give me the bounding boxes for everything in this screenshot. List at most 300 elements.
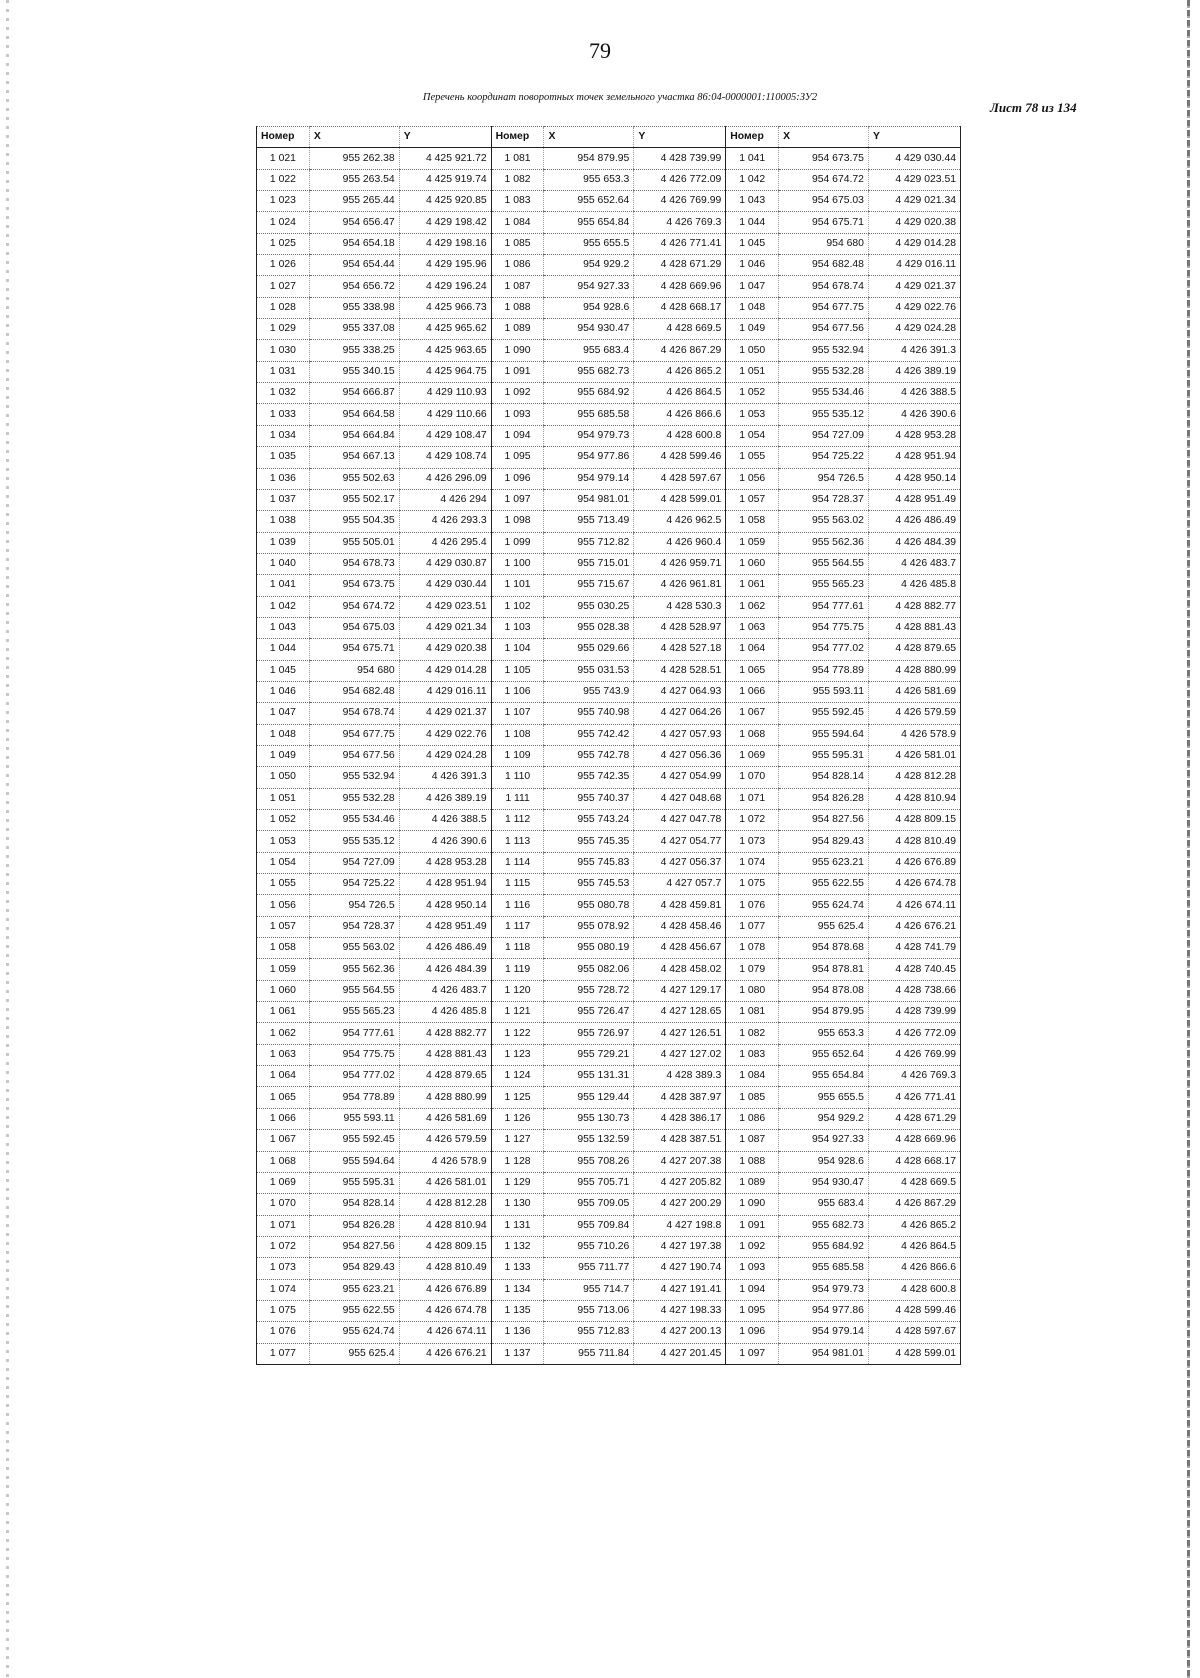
y-coordinate-cell: 4 428 668.17 <box>634 297 726 318</box>
x-coordinate-cell: 954 678.74 <box>779 276 869 297</box>
point-number-cell: 1 061 <box>257 1002 310 1023</box>
y-coordinate-cell: 4 426 484.39 <box>868 532 960 553</box>
point-number-cell: 1 121 <box>491 1002 544 1023</box>
x-coordinate-cell: 955 563.02 <box>779 511 869 532</box>
y-coordinate-cell: 4 428 528.51 <box>634 660 726 681</box>
table-row <box>257 383 961 404</box>
point-number-cell: 1 126 <box>491 1108 544 1129</box>
y-coordinate-cell: 4 427 190.74 <box>634 1258 726 1279</box>
x-coordinate-cell: 954 725.22 <box>309 874 399 895</box>
table-row <box>257 959 961 980</box>
table-row <box>257 169 961 190</box>
point-number-cell: 1 095 <box>491 447 544 468</box>
header-y: Y <box>634 127 726 148</box>
point-number-cell: 1 052 <box>726 383 779 404</box>
table-row <box>257 1002 961 1023</box>
x-coordinate-cell: 954 675.71 <box>309 639 399 660</box>
point-number-cell: 1 071 <box>726 788 779 809</box>
y-coordinate-cell: 4 426 676.21 <box>868 916 960 937</box>
point-number-cell: 1 060 <box>257 980 310 1001</box>
y-coordinate-cell: 4 429 016.11 <box>399 681 491 702</box>
point-number-cell: 1 118 <box>491 938 544 959</box>
x-coordinate-cell: 954 667.13 <box>309 447 399 468</box>
x-coordinate-cell: 955 080.78 <box>544 895 634 916</box>
y-coordinate-cell: 4 428 528.97 <box>634 617 726 638</box>
y-coordinate-cell: 4 426 676.89 <box>399 1279 491 1300</box>
table-row <box>257 1108 961 1129</box>
y-coordinate-cell: 4 428 599.46 <box>634 447 726 468</box>
point-number-cell: 1 134 <box>491 1279 544 1300</box>
header-number: Номер <box>257 127 310 148</box>
y-coordinate-cell: 4 427 127.02 <box>634 1044 726 1065</box>
x-coordinate-cell: 955 505.01 <box>309 532 399 553</box>
table-row <box>257 468 961 489</box>
point-number-cell: 1 058 <box>726 511 779 532</box>
x-coordinate-cell: 955 623.21 <box>779 852 869 873</box>
point-number-cell: 1 104 <box>491 639 544 660</box>
x-coordinate-cell: 954 828.14 <box>309 1194 399 1215</box>
x-coordinate-cell: 955 711.77 <box>544 1258 634 1279</box>
y-coordinate-cell: 4 426 388.5 <box>868 383 960 404</box>
x-coordinate-cell: 954 675.03 <box>779 191 869 212</box>
y-coordinate-cell: 4 428 669.5 <box>634 319 726 340</box>
table-row <box>257 660 961 681</box>
point-number-cell: 1 092 <box>726 1236 779 1257</box>
x-coordinate-cell: 955 337.08 <box>309 319 399 340</box>
point-number-cell: 1 067 <box>257 1130 310 1151</box>
x-coordinate-cell: 954 673.75 <box>309 575 399 596</box>
y-coordinate-cell: 4 426 865.2 <box>868 1215 960 1236</box>
point-number-cell: 1 045 <box>257 660 310 681</box>
x-coordinate-cell: 955 562.36 <box>779 532 869 553</box>
y-coordinate-cell: 4 428 950.14 <box>399 895 491 916</box>
y-coordinate-cell: 4 427 064.93 <box>634 681 726 702</box>
y-coordinate-cell: 4 429 022.76 <box>868 297 960 318</box>
x-coordinate-cell: 955 705.71 <box>544 1172 634 1193</box>
x-coordinate-cell: 955 564.55 <box>779 553 869 574</box>
y-coordinate-cell: 4 428 600.8 <box>868 1279 960 1300</box>
table-row <box>257 1343 961 1364</box>
x-coordinate-cell: 954 775.75 <box>779 617 869 638</box>
point-number-cell: 1 039 <box>257 532 310 553</box>
x-coordinate-cell: 955 742.42 <box>544 724 634 745</box>
x-coordinate-cell: 955 080.19 <box>544 938 634 959</box>
y-coordinate-cell: 4 426 390.6 <box>399 831 491 852</box>
y-coordinate-cell: 4 426 579.59 <box>399 1130 491 1151</box>
x-coordinate-cell: 954 666.87 <box>309 383 399 404</box>
y-coordinate-cell: 4 428 879.65 <box>868 639 960 660</box>
x-coordinate-cell: 955 653.3 <box>544 169 634 190</box>
x-coordinate-cell: 955 564.55 <box>309 980 399 1001</box>
point-number-cell: 1 056 <box>726 468 779 489</box>
x-coordinate-cell: 955 623.21 <box>309 1279 399 1300</box>
y-coordinate-cell: 4 426 959.71 <box>634 553 726 574</box>
point-number-cell: 1 096 <box>726 1322 779 1343</box>
point-number-cell: 1 090 <box>491 340 544 361</box>
point-number-cell: 1 034 <box>257 425 310 446</box>
y-coordinate-cell: 4 428 671.29 <box>634 255 726 276</box>
x-coordinate-cell: 954 728.37 <box>779 489 869 510</box>
y-coordinate-cell: 4 427 047.78 <box>634 810 726 831</box>
y-coordinate-cell: 4 426 674.11 <box>399 1322 491 1343</box>
table-row <box>257 895 961 916</box>
point-number-cell: 1 025 <box>257 233 310 254</box>
table-row <box>257 553 961 574</box>
table-row <box>257 447 961 468</box>
point-number-cell: 1 040 <box>257 553 310 574</box>
y-coordinate-cell: 4 426 865.2 <box>634 361 726 382</box>
y-coordinate-cell: 4 426 676.89 <box>868 852 960 873</box>
point-number-cell: 1 085 <box>726 1087 779 1108</box>
y-coordinate-cell: 4 429 021.37 <box>399 703 491 724</box>
y-coordinate-cell: 4 428 951.94 <box>399 874 491 895</box>
point-number-cell: 1 051 <box>726 361 779 382</box>
x-coordinate-cell: 954 827.56 <box>309 1236 399 1257</box>
y-coordinate-cell: 4 426 388.5 <box>399 810 491 831</box>
y-coordinate-cell: 4 427 207.38 <box>634 1151 726 1172</box>
x-coordinate-cell: 955 131.31 <box>544 1066 634 1087</box>
x-coordinate-cell: 954 677.56 <box>309 745 399 766</box>
y-coordinate-cell: 4 425 919.74 <box>399 169 491 190</box>
x-coordinate-cell: 954 829.43 <box>779 831 869 852</box>
y-coordinate-cell: 4 428 951.94 <box>868 447 960 468</box>
table-row <box>257 1258 961 1279</box>
y-coordinate-cell: 4 428 599.01 <box>868 1343 960 1364</box>
point-number-cell: 1 083 <box>491 191 544 212</box>
x-coordinate-cell: 954 728.37 <box>309 916 399 937</box>
y-coordinate-cell: 4 428 741.79 <box>868 938 960 959</box>
y-coordinate-cell: 4 427 064.26 <box>634 703 726 724</box>
point-number-cell: 1 054 <box>257 852 310 873</box>
table-row <box>257 596 961 617</box>
y-coordinate-cell: 4 426 581.01 <box>868 745 960 766</box>
point-number-cell: 1 058 <box>257 938 310 959</box>
x-coordinate-cell: 955 031.53 <box>544 660 634 681</box>
x-coordinate-cell: 955 709.05 <box>544 1194 634 1215</box>
x-coordinate-cell: 955 713.06 <box>544 1300 634 1321</box>
x-coordinate-cell: 955 532.94 <box>309 767 399 788</box>
x-coordinate-cell: 954 981.01 <box>779 1343 869 1364</box>
point-number-cell: 1 046 <box>726 255 779 276</box>
point-number-cell: 1 124 <box>491 1066 544 1087</box>
y-coordinate-cell: 4 428 812.28 <box>399 1194 491 1215</box>
y-coordinate-cell: 4 427 126.51 <box>634 1023 726 1044</box>
table-header-row <box>257 127 961 148</box>
header-x: X <box>544 127 634 148</box>
point-number-cell: 1 137 <box>491 1343 544 1364</box>
y-coordinate-cell: 4 428 530.3 <box>634 596 726 617</box>
y-coordinate-cell: 4 425 964.75 <box>399 361 491 382</box>
y-coordinate-cell: 4 428 880.99 <box>868 660 960 681</box>
table-row <box>257 1300 961 1321</box>
y-coordinate-cell: 4 425 965.62 <box>399 319 491 340</box>
point-number-cell: 1 084 <box>491 212 544 233</box>
x-coordinate-cell: 955 029.66 <box>544 639 634 660</box>
x-coordinate-cell: 954 674.72 <box>779 169 869 190</box>
x-coordinate-cell: 954 664.84 <box>309 425 399 446</box>
x-coordinate-cell: 954 654.44 <box>309 255 399 276</box>
x-coordinate-cell: 955 594.64 <box>779 724 869 745</box>
table-row <box>257 212 961 233</box>
point-number-cell: 1 042 <box>726 169 779 190</box>
point-number-cell: 1 075 <box>726 874 779 895</box>
x-coordinate-cell: 955 708.26 <box>544 1151 634 1172</box>
point-number-cell: 1 105 <box>491 660 544 681</box>
y-coordinate-cell: 4 426 296.09 <box>399 468 491 489</box>
point-number-cell: 1 029 <box>257 319 310 340</box>
table-row <box>257 1322 961 1343</box>
y-coordinate-cell: 4 426 391.3 <box>868 340 960 361</box>
y-coordinate-cell: 4 426 391.3 <box>399 767 491 788</box>
y-coordinate-cell: 4 426 674.78 <box>868 874 960 895</box>
x-coordinate-cell: 954 727.09 <box>309 852 399 873</box>
x-coordinate-cell: 954 828.14 <box>779 767 869 788</box>
point-number-cell: 1 101 <box>491 575 544 596</box>
x-coordinate-cell: 955 562.36 <box>309 959 399 980</box>
table-row <box>257 852 961 873</box>
point-number-cell: 1 106 <box>491 681 544 702</box>
y-coordinate-cell: 4 429 023.51 <box>868 169 960 190</box>
y-coordinate-cell: 4 426 483.7 <box>399 980 491 1001</box>
y-coordinate-cell: 4 426 867.29 <box>868 1194 960 1215</box>
point-number-cell: 1 093 <box>726 1258 779 1279</box>
point-number-cell: 1 068 <box>726 724 779 745</box>
x-coordinate-cell: 955 132.59 <box>544 1130 634 1151</box>
y-coordinate-cell: 4 428 810.94 <box>868 788 960 809</box>
x-coordinate-cell: 954 778.89 <box>779 660 869 681</box>
y-coordinate-cell: 4 426 486.49 <box>868 511 960 532</box>
point-number-cell: 1 097 <box>726 1343 779 1364</box>
y-coordinate-cell: 4 426 960.4 <box>634 532 726 553</box>
point-number-cell: 1 097 <box>491 489 544 510</box>
point-number-cell: 1 032 <box>257 383 310 404</box>
x-coordinate-cell: 954 664.58 <box>309 404 399 425</box>
point-number-cell: 1 053 <box>726 404 779 425</box>
y-coordinate-cell: 4 428 527.18 <box>634 639 726 660</box>
y-coordinate-cell: 4 426 772.09 <box>634 169 726 190</box>
x-coordinate-cell: 955 745.83 <box>544 852 634 873</box>
x-coordinate-cell: 955 742.78 <box>544 745 634 766</box>
point-number-cell: 1 085 <box>491 233 544 254</box>
y-coordinate-cell: 4 429 024.28 <box>868 319 960 340</box>
y-coordinate-cell: 4 425 963.65 <box>399 340 491 361</box>
y-coordinate-cell: 4 426 769.99 <box>634 191 726 212</box>
y-coordinate-cell: 4 425 966.73 <box>399 297 491 318</box>
scan-edge-right <box>1187 0 1190 1678</box>
x-coordinate-cell: 955 740.37 <box>544 788 634 809</box>
point-number-cell: 1 087 <box>491 276 544 297</box>
y-coordinate-cell: 4 428 456.67 <box>634 938 726 959</box>
point-number-cell: 1 055 <box>726 447 779 468</box>
point-number-cell: 1 033 <box>257 404 310 425</box>
table-row <box>257 425 961 446</box>
x-coordinate-cell: 954 777.02 <box>309 1066 399 1087</box>
y-coordinate-cell: 4 427 056.36 <box>634 745 726 766</box>
point-number-cell: 1 035 <box>257 447 310 468</box>
y-coordinate-cell: 4 428 597.67 <box>634 468 726 489</box>
point-number-cell: 1 053 <box>257 831 310 852</box>
point-number-cell: 1 123 <box>491 1044 544 1065</box>
y-coordinate-cell: 4 429 020.38 <box>399 639 491 660</box>
y-coordinate-cell: 4 426 769.3 <box>634 212 726 233</box>
x-coordinate-cell: 955 684.92 <box>544 383 634 404</box>
x-coordinate-cell: 954 680 <box>779 233 869 254</box>
point-number-cell: 1 044 <box>257 639 310 660</box>
x-coordinate-cell: 954 979.73 <box>544 425 634 446</box>
x-coordinate-cell: 955 712.83 <box>544 1322 634 1343</box>
point-number-cell: 1 042 <box>257 596 310 617</box>
y-coordinate-cell: 4 427 200.29 <box>634 1194 726 1215</box>
x-coordinate-cell: 955 534.46 <box>779 383 869 404</box>
table-row <box>257 1044 961 1065</box>
y-coordinate-cell: 4 429 110.93 <box>399 383 491 404</box>
point-number-cell: 1 092 <box>491 383 544 404</box>
y-coordinate-cell: 4 428 597.67 <box>868 1322 960 1343</box>
x-coordinate-cell: 955 682.73 <box>779 1215 869 1236</box>
x-coordinate-cell: 954 979.73 <box>779 1279 869 1300</box>
point-number-cell: 1 027 <box>257 276 310 297</box>
x-coordinate-cell: 955 745.53 <box>544 874 634 895</box>
x-coordinate-cell: 955 715.01 <box>544 553 634 574</box>
point-number-cell: 1 098 <box>491 511 544 532</box>
x-coordinate-cell: 955 654.84 <box>779 1066 869 1087</box>
point-number-cell: 1 057 <box>257 916 310 937</box>
point-number-cell: 1 063 <box>726 617 779 638</box>
y-coordinate-cell: 4 429 021.34 <box>399 617 491 638</box>
x-coordinate-cell: 954 682.48 <box>309 681 399 702</box>
table-row <box>257 148 961 169</box>
y-coordinate-cell: 4 429 024.28 <box>399 745 491 766</box>
point-number-cell: 1 041 <box>257 575 310 596</box>
point-number-cell: 1 067 <box>726 703 779 724</box>
x-coordinate-cell: 955 565.23 <box>309 1002 399 1023</box>
y-coordinate-cell: 4 426 581.69 <box>868 681 960 702</box>
x-coordinate-cell: 955 742.35 <box>544 767 634 788</box>
x-coordinate-cell: 955 682.73 <box>544 361 634 382</box>
table-row <box>257 489 961 510</box>
point-number-cell: 1 049 <box>726 319 779 340</box>
y-coordinate-cell: 4 428 668.17 <box>868 1151 960 1172</box>
x-coordinate-cell: 955 743.9 <box>544 681 634 702</box>
x-coordinate-cell: 954 673.75 <box>779 148 869 169</box>
y-coordinate-cell: 4 426 866.6 <box>868 1258 960 1279</box>
y-coordinate-cell: 4 429 014.28 <box>868 233 960 254</box>
table-row <box>257 297 961 318</box>
point-number-cell: 1 109 <box>491 745 544 766</box>
sheet-counter: Лист 78 из 134 <box>990 100 1077 115</box>
y-coordinate-cell: 4 429 021.37 <box>868 276 960 297</box>
point-number-cell: 1 084 <box>726 1066 779 1087</box>
document-title: Перечень координат поворотных точек земельного участка 86:04-0000001:110005:ЗУ2 <box>422 92 818 103</box>
table-row <box>257 404 961 425</box>
point-number-cell: 1 078 <box>726 938 779 959</box>
y-coordinate-cell: 4 429 014.28 <box>399 660 491 681</box>
y-coordinate-cell: 4 426 389.19 <box>399 788 491 809</box>
point-number-cell: 1 081 <box>726 1002 779 1023</box>
y-coordinate-cell: 4 426 578.9 <box>868 724 960 745</box>
table-row <box>257 831 961 852</box>
x-coordinate-cell: 955 078.92 <box>544 916 634 937</box>
point-number-cell: 1 091 <box>726 1215 779 1236</box>
point-number-cell: 1 054 <box>726 425 779 446</box>
point-number-cell: 1 083 <box>726 1044 779 1065</box>
y-coordinate-cell: 4 427 201.45 <box>634 1343 726 1364</box>
y-coordinate-cell: 4 426 864.5 <box>634 383 726 404</box>
y-coordinate-cell: 4 426 486.49 <box>399 938 491 959</box>
point-number-cell: 1 131 <box>491 1215 544 1236</box>
x-coordinate-cell: 954 878.08 <box>779 980 869 1001</box>
x-coordinate-cell: 955 028.38 <box>544 617 634 638</box>
point-number-cell: 1 064 <box>726 639 779 660</box>
y-coordinate-cell: 4 427 129.17 <box>634 980 726 1001</box>
y-coordinate-cell: 4 428 810.94 <box>399 1215 491 1236</box>
y-coordinate-cell: 4 429 196.24 <box>399 276 491 297</box>
y-coordinate-cell: 4 426 771.41 <box>634 233 726 254</box>
point-number-cell: 1 087 <box>726 1130 779 1151</box>
table-row <box>257 617 961 638</box>
point-number-cell: 1 103 <box>491 617 544 638</box>
y-coordinate-cell: 4 426 864.5 <box>868 1236 960 1257</box>
point-number-cell: 1 110 <box>491 767 544 788</box>
y-coordinate-cell: 4 428 600.8 <box>634 425 726 446</box>
y-coordinate-cell: 4 428 739.99 <box>634 148 726 169</box>
x-coordinate-cell: 954 981.01 <box>544 489 634 510</box>
y-coordinate-cell: 4 426 581.69 <box>399 1108 491 1129</box>
y-coordinate-cell: 4 426 581.01 <box>399 1172 491 1193</box>
x-coordinate-cell: 955 684.92 <box>779 1236 869 1257</box>
x-coordinate-cell: 955 625.4 <box>309 1343 399 1364</box>
y-coordinate-cell: 4 428 458.46 <box>634 916 726 937</box>
point-number-cell: 1 031 <box>257 361 310 382</box>
x-coordinate-cell: 955 565.23 <box>779 575 869 596</box>
y-coordinate-cell: 4 427 128.65 <box>634 1002 726 1023</box>
y-coordinate-cell: 4 426 578.9 <box>399 1151 491 1172</box>
table-row <box>257 1151 961 1172</box>
y-coordinate-cell: 4 426 962.5 <box>634 511 726 532</box>
table-row <box>257 767 961 788</box>
y-coordinate-cell: 4 426 390.6 <box>868 404 960 425</box>
x-coordinate-cell: 955 712.82 <box>544 532 634 553</box>
point-number-cell: 1 099 <box>491 532 544 553</box>
header-number: Номер <box>726 127 779 148</box>
x-coordinate-cell: 955 592.45 <box>779 703 869 724</box>
point-number-cell: 1 044 <box>726 212 779 233</box>
x-coordinate-cell: 954 675.03 <box>309 617 399 638</box>
table-row <box>257 511 961 532</box>
x-coordinate-cell: 954 929.2 <box>544 255 634 276</box>
point-number-cell: 1 088 <box>726 1151 779 1172</box>
point-number-cell: 1 049 <box>257 745 310 766</box>
x-coordinate-cell: 955 030.25 <box>544 596 634 617</box>
y-coordinate-cell: 4 428 951.49 <box>868 489 960 510</box>
x-coordinate-cell: 954 930.47 <box>779 1172 869 1193</box>
x-coordinate-cell: 954 726.5 <box>779 468 869 489</box>
x-coordinate-cell: 955 595.31 <box>779 745 869 766</box>
y-coordinate-cell: 4 429 108.74 <box>399 447 491 468</box>
table-row <box>257 361 961 382</box>
y-coordinate-cell: 4 426 485.8 <box>868 575 960 596</box>
table-row <box>257 724 961 745</box>
y-coordinate-cell: 4 428 812.28 <box>868 767 960 788</box>
table-row <box>257 575 961 596</box>
x-coordinate-cell: 954 725.22 <box>779 447 869 468</box>
point-number-cell: 1 108 <box>491 724 544 745</box>
x-coordinate-cell: 955 655.5 <box>544 233 634 254</box>
point-number-cell: 1 069 <box>257 1172 310 1193</box>
y-coordinate-cell: 4 428 669.96 <box>634 276 726 297</box>
y-coordinate-cell: 4 428 880.99 <box>399 1087 491 1108</box>
point-number-cell: 1 094 <box>726 1279 779 1300</box>
